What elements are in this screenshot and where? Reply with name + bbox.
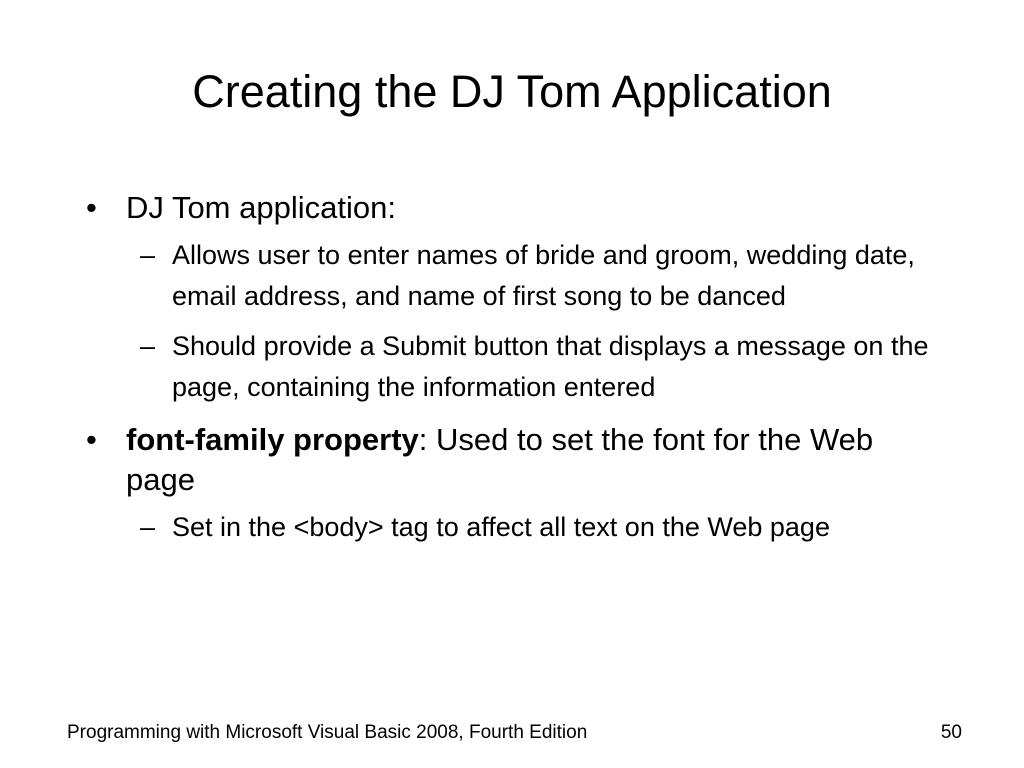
bullet-glyph: • xyxy=(86,422,97,457)
dash-glyph: – xyxy=(140,512,156,542)
bullet-glyph: • xyxy=(86,190,97,225)
footer-page-number: 50 xyxy=(940,722,962,743)
sub-bullet-text: Should provide a Submit button that displays a message on the page, containing the information entered xyxy=(172,331,929,402)
bullet-bold-term: font-family property xyxy=(126,422,419,457)
sub-bullet-text: Allows user to enter names of bride and groom, wedding date, email address, and name of first song to be danced xyxy=(172,240,915,311)
sub-bullet-body-tag xyxy=(86,507,946,548)
bullet-text: DJ Tom application: xyxy=(126,190,396,225)
slide-title: Creating the DJ Tom Application xyxy=(192,66,832,117)
sub-bullet-allows-user xyxy=(86,235,946,316)
bullet-dj-tom-application xyxy=(86,188,946,228)
bullet-font-family-property xyxy=(86,420,946,500)
sub-bullet-text: Set in the <body> tag to affect all text on the Web page xyxy=(172,512,830,542)
footer-book-title: Programming with Microsoft Visual Basic 2008, Fourth Edition xyxy=(67,722,588,743)
dash-glyph: – xyxy=(140,331,156,361)
bullet-text: : Used to set the font for the Web page xyxy=(126,422,874,497)
sub-bullet-submit-button xyxy=(86,326,946,407)
dash-glyph: – xyxy=(140,240,156,270)
slide-body xyxy=(86,188,946,548)
